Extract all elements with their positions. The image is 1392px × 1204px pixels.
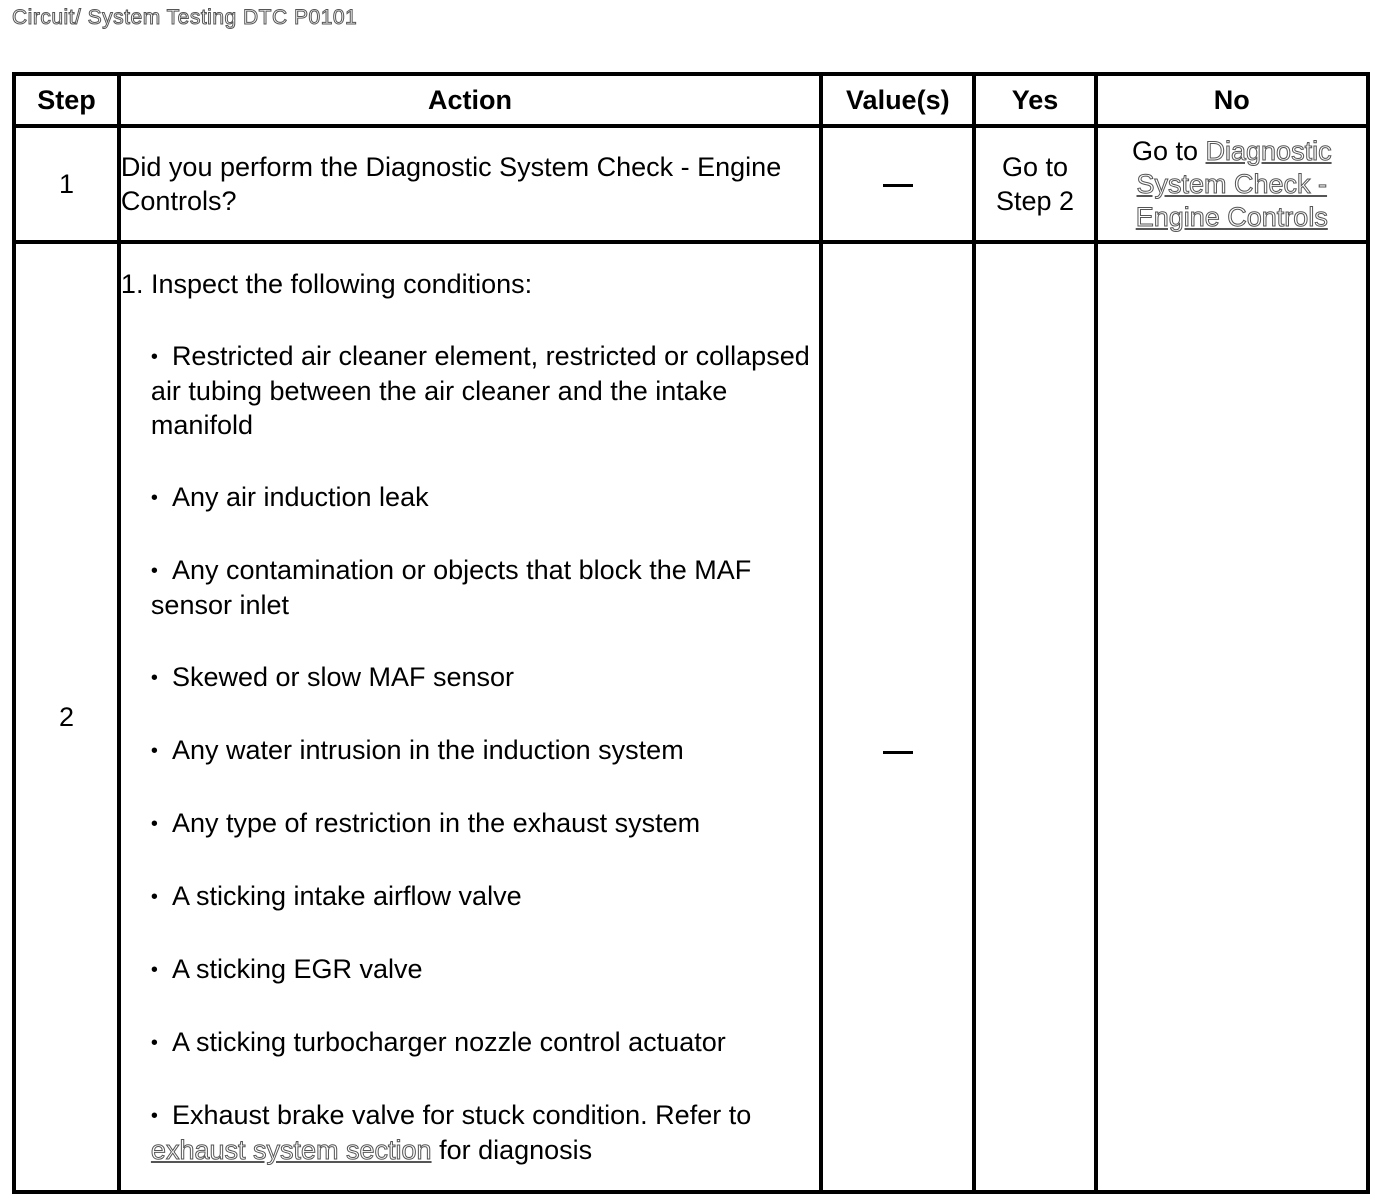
- step-number: 2: [14, 242, 119, 1192]
- table-row: [14, 242, 1368, 1192]
- dash-value: [883, 751, 913, 754]
- column-header-no: No: [1096, 74, 1368, 126]
- bullet-icon: •: [150, 560, 158, 582]
- action-intro: 1. Inspect the following conditions:: [120, 269, 533, 299]
- values-cell: [821, 126, 974, 242]
- list-item: • Skewed or slow MAF sensor: [151, 660, 819, 695]
- action-cell: Did you perform the Diagnostic System Check - Engine Controls?: [119, 126, 821, 242]
- action-cell: [119, 242, 821, 1192]
- page-title: Circuit/ System Testing DTC P0101: [12, 6, 358, 29]
- list-item: • Any contamination or objects that block the MAF sensor inlet: [150, 555, 752, 620]
- list-item: • Any type of restriction in the exhaust system: [151, 806, 819, 841]
- list-item: • Restricted air cleaner element, restricted or collapsed air tubing between the air cleaner and the intake manifold: [150, 341, 810, 440]
- list-item: • A sticking intake airflow valve: [151, 879, 819, 914]
- list-item: • Exhaust brake valve for stuck condition. Refer to exhaust system section for diagnosis: [150, 1100, 752, 1165]
- no-cell: [1096, 242, 1368, 1192]
- bullet-icon: •: [150, 667, 158, 689]
- list-item: • Any air induction leak: [151, 480, 819, 515]
- list-item: • A sticking EGR valve: [151, 952, 819, 987]
- bullet-icon: •: [150, 346, 158, 368]
- no-prefix: Go to: [1131, 135, 1206, 166]
- yes-cell: [974, 242, 1095, 1192]
- condition-list: [121, 339, 819, 1167]
- bullet-icon: •: [150, 740, 158, 762]
- bullet-icon: •: [150, 813, 158, 835]
- exhaust-system-section-link[interactable]: exhaust system section: [150, 1135, 432, 1165]
- list-item: • Any water intrusion in the induction system: [151, 733, 819, 768]
- yes-text: Go to Step 2: [995, 152, 1075, 216]
- table-row: [14, 126, 1368, 242]
- dash-value: [883, 184, 913, 187]
- diagnostic-system-check-link[interactable]: Diagnostic System Check - Engine Controls: [1135, 135, 1332, 232]
- table-header-row: [14, 74, 1368, 126]
- step-number: 1: [14, 126, 119, 242]
- bullet-icon: •: [150, 1105, 158, 1127]
- diagnostic-table: [12, 72, 1370, 1194]
- no-cell: [1096, 126, 1368, 242]
- column-header-action: Action: [119, 74, 821, 126]
- column-header-yes: Yes: [974, 74, 1095, 126]
- bullet-icon: •: [150, 959, 158, 981]
- bullet-icon: •: [150, 487, 158, 509]
- bullet-icon: •: [150, 886, 158, 908]
- column-header-step: Step: [14, 74, 119, 126]
- yes-cell: [974, 126, 1095, 242]
- column-header-values: Value(s): [821, 74, 974, 126]
- values-cell: [821, 242, 974, 1192]
- bullet-icon: •: [150, 1032, 158, 1054]
- list-item: • A sticking turbocharger nozzle control actuator: [151, 1025, 819, 1060]
